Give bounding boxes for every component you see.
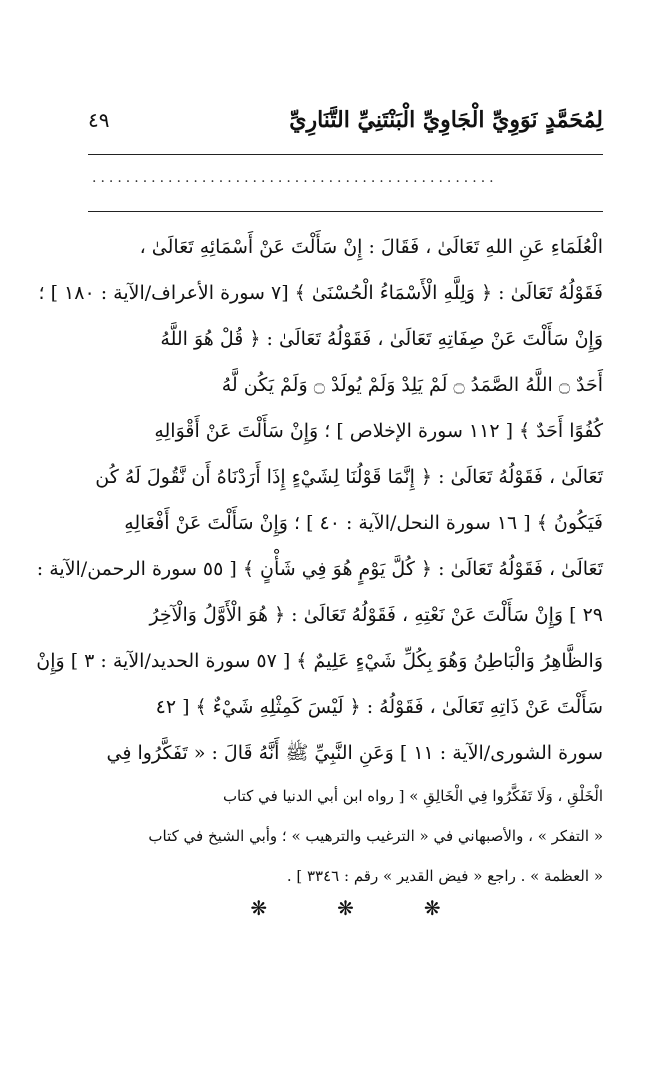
- asterism-icon: ❋: [423, 896, 441, 920]
- text-line: أَحَدٌ ۝ اللَّهُ الصَّمَدُ ۝ لَمْ يَلِدْ وَلَمْ يُولَدْ ۝ وَلَمْ يَكُن لَّهُ: [221, 374, 603, 396]
- text-line: سورة الشورى/الآية : ١١ ] وَعَنِ النَّبِيِّ ﷺ أَنَّهُ قَالَ : « تَفَكَّرُوا فِي: [106, 742, 603, 764]
- text-line: « التفكر » ، والأصبهاني في « الترغيب والترهيب » ؛ وأبي الشيخ في كتاب: [148, 827, 603, 845]
- text-line: « العظمة » . راجع « فيض القدير » رقم : ٣٣٤٦ ] .: [286, 867, 603, 885]
- text-line: ٢٩ ] وَإِنْ سَأَلْتَ عَنْ نَعْتِهِ ، فَقَوْلُهُ تَعَالَىٰ : ﴿ هُوَ الْأَوَّلُ وَالْآخِرُ: [149, 604, 603, 626]
- text-line: الْخَلْقِ ، وَلَا تَفَكَّرُوا فِي الْخَالِقِ » [ رواه ابن أبي الدنيا في كتاب: [222, 787, 603, 805]
- section-ornament: [88, 896, 603, 920]
- text-line: فَقَوْلُهُ تَعَالَىٰ : ﴿ وَلِلَّهِ الْأَسْمَاءُ الْحُسْنَىٰ ﴾ [٧ سورة الأعراف/الآية : ١٨٠ ] ؛: [38, 282, 603, 304]
- text-line: تَعَالَىٰ ، فَقَوْلُهُ تَعَالَىٰ : ﴿ إِنَّمَا قَوْلُنَا لِشَيْءٍ إِذَا أَرَدْنَاهُ أَن نَّقُولَ لَهُ كُن: [95, 466, 603, 488]
- header-rule: [88, 154, 603, 155]
- asterism-icon: ❋: [250, 896, 268, 920]
- text-line: وَإِنْ سَأَلْتَ عَنْ صِفَاتِهِ تَعَالَىٰ ، فَقَوْلُهُ تَعَالَىٰ : ﴿ قُلْ هُوَ اللَّهُ: [160, 328, 603, 350]
- body-text: [36, 224, 603, 896]
- text-line: وَالظَّاهِرُ وَالْبَاطِنُ وَهُوَ بِكُلِّ شَيْءٍ عَلِيمٌ ﴾ [ ٥٧ سورة الحديد/الآية : ٣ ] وَإِنْ: [36, 650, 603, 672]
- separator-rule: [88, 211, 603, 212]
- running-title: لِمُحَمَّدٍ نَوَوِيِّ الْجَاوِيِّ الْبَنْتَنِيِّ التَّنَارِيِّ: [289, 107, 603, 133]
- footnote-dots: ................................................: [92, 170, 498, 186]
- text-line: فَيَكُونُ ﴾ [ ١٦ سورة النحل/الآية : ٤٠ ] ؛ وَإِنْ سَأَلْتَ عَنْ أَفْعَالِهِ: [124, 512, 603, 534]
- text-line: الْعُلَمَاءِ عَنِ اللهِ تَعَالَىٰ ، فَقَالَ : إِنْ سَأَلْتَ عَنْ أَسْمَائِهِ تَعَالَىٰ ،: [139, 236, 603, 258]
- text-line: سَأَلْتَ عَنْ ذَاتِهِ تَعَالَىٰ ، فَقَوْلُهُ : ﴿ لَيْسَ كَمِثْلِهِ شَيْءٌ ﴾ [ ٤٢: [155, 696, 603, 718]
- text-line: تَعَالَىٰ ، فَقَوْلُهُ تَعَالَىٰ : ﴿ كُلَّ يَوْمٍ هُوَ فِي شَأْنٍ ﴾ [ ٥٥ سورة الرحمن/الآية :: [36, 558, 603, 580]
- asterism-icon: ❋: [337, 896, 354, 920]
- page-header: [88, 100, 603, 140]
- text-line: كُفُوًا أَحَدٌ ﴾ [ ١١٢ سورة الإخلاص ] ؛ وَإِنْ سَأَلْتَ عَنْ أَقْوَالِهِ: [154, 420, 603, 442]
- page-number: ٤٩: [88, 108, 110, 132]
